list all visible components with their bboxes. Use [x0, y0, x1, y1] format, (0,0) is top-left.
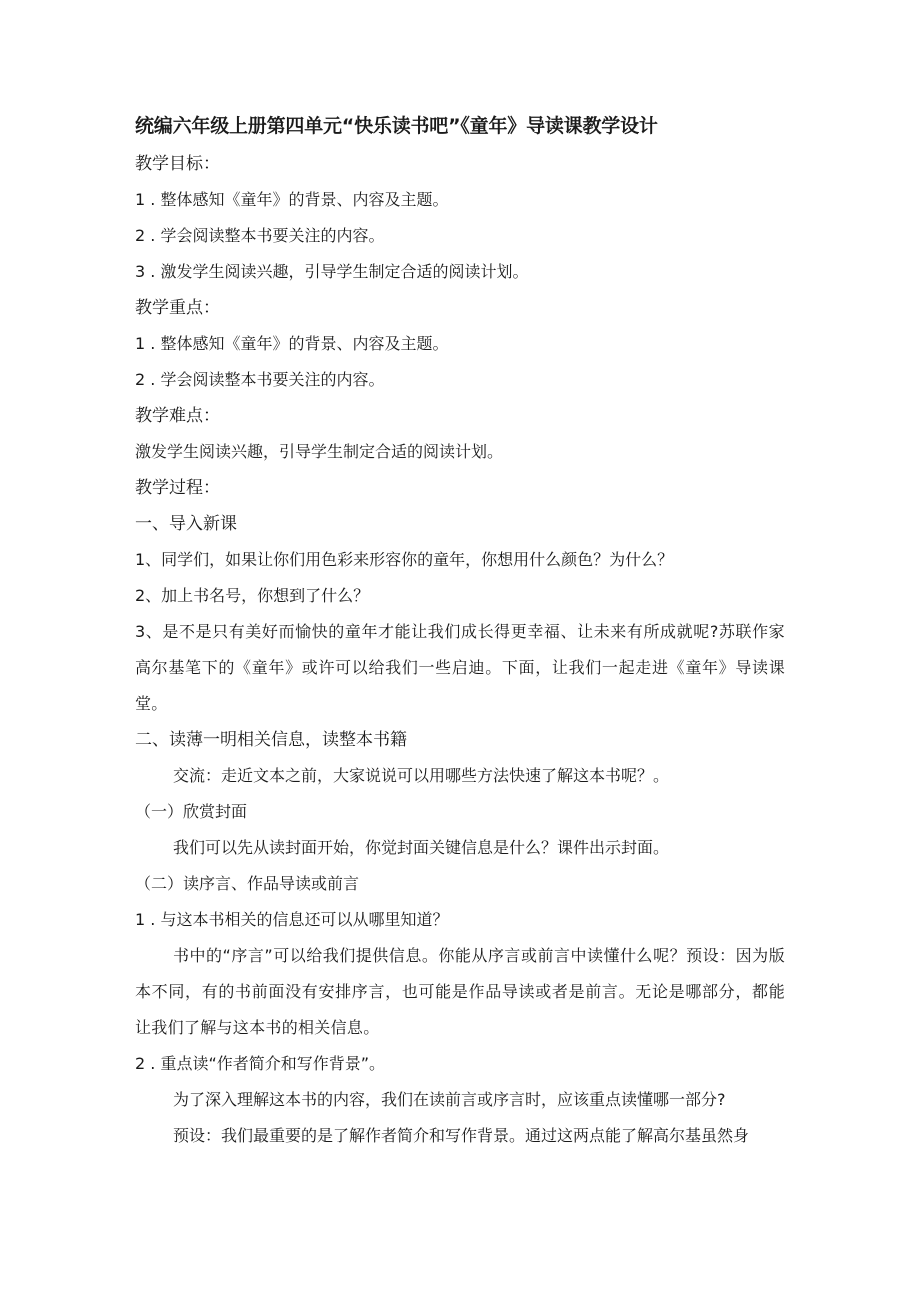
sub2-heading: （二）读序言、作品导读或前言	[135, 874, 360, 893]
process-heading: 教学过程：	[135, 478, 220, 498]
sub2-item-1: 1 . 与这本书相关的信息还可以从哪里知道？	[135, 910, 449, 929]
sub2-item-2-question: 为了深入理解这本书的内容，我们在读前言或序言时，应该重点读懂哪一部分?	[173, 1090, 726, 1109]
sub1-text: 我们可以先从读封面开始，你觉封面关键信息是什么？课件出示封面。	[173, 838, 670, 857]
objective-item: 3 . 激发学生阅读兴趣，引导学生制定合适的阅读计划。	[135, 262, 529, 281]
sub2-item-2: 2 . 重点读“作者简介和写作背景”。	[135, 1054, 386, 1073]
objective-item: 2 . 学会阅读整本书要关注的内容。	[135, 226, 385, 245]
key-points-heading: 教学重点：	[135, 298, 220, 318]
key-point-item: 1 . 整体感知《童年》的背景、内容及主题。	[135, 334, 449, 353]
sub2-item-2-answer: 预设：我们最重要的是了解作者简介和写作背景。通过这两点能了解高尔基虽然身	[173, 1126, 750, 1145]
objective-item: 1 . 整体感知《童年》的背景、内容及主题。	[135, 190, 449, 209]
section2-exchange: 交流：走近文本之前，大家说说可以用哪些方法快速了解这本书呢？。	[173, 766, 670, 785]
document-body	[135, 108, 785, 1154]
section1-item: 2、加上书名号，你想到了什么？	[135, 586, 370, 605]
key-point-item: 2 . 学会阅读整本书要关注的内容。	[135, 370, 385, 389]
section2-heading: 二、读薄一明相关信息，读整本书籍	[135, 730, 407, 750]
difficulties-heading: 教学难点：	[135, 406, 220, 426]
section1-item: 1、同学们，如果让你们用色彩来形容你的童年，你想用什么颜色？为什么？	[135, 550, 674, 569]
document-title: 统编六年级上册第四单元“快乐读书吧”《童年》导读课教学设计	[135, 115, 658, 137]
section1-item-3: 3、是不是只有美好而愉快的童年才能让我们成长得更幸福、让未来有所成就呢?苏联作家高尔基笔下的《童年》或许可以给我们一些启迪。下面，让我们一起走进《童年》导读课堂。	[135, 622, 785, 713]
sub1-heading: （一）欣赏封面	[135, 802, 248, 821]
sub2-item-1-text: 书中的“序言”可以给我们提供信息。你能从序言或前言中读懂什么呢？预设：因为版本不同，有的书前面没有安排序言，也可能是作品导读或者是前言。无论是哪部分，都能让我们了解与这本书的相关信息。	[135, 946, 785, 1037]
objectives-heading: 教学目标：	[135, 154, 220, 174]
difficulties-text: 激发学生阅读兴趣，引导学生制定合适的阅读计划。	[135, 442, 504, 461]
section1-heading: 一、导入新课	[135, 514, 237, 534]
